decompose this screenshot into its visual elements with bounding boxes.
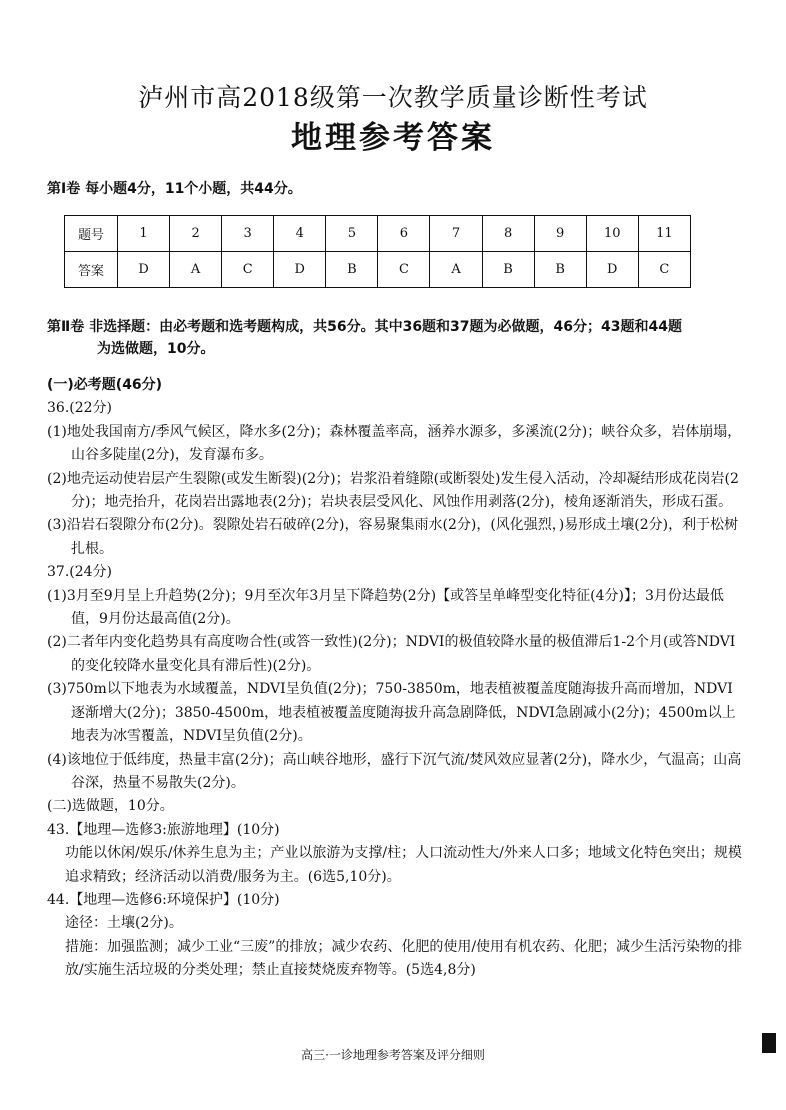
exam-title: 泸州市高2018级第一次教学质量诊断性考试 xyxy=(138,83,648,112)
answer-cell: D xyxy=(274,252,326,288)
row-label-number: 题号 xyxy=(65,216,118,252)
question-number-cell: 8 xyxy=(482,216,534,252)
table-row-answers xyxy=(65,252,691,288)
answer-cell: C xyxy=(378,252,430,288)
page-footer: 高三·一诊地理参考答案及评分细则 xyxy=(301,1048,485,1062)
answer-cell: C xyxy=(222,252,274,288)
answer-cell: B xyxy=(482,252,534,288)
answer-cell: D xyxy=(586,252,638,288)
question-number-cell: 6 xyxy=(378,216,430,252)
answer-37-3: (3)750m以下地表为水域覆盖，NDVI呈负值(2分)；750-3850m，地表植被覆盖度随海拔升高而增加，NDVI逐渐增大(2分)；3850-4500m，地表植被覆盖度随海拔升高急剧降低，NDVI急剧减小(2分)；4500m以上地表为冰雪覆盖，NDVI呈负值(2分)。 xyxy=(47,681,736,745)
answer-cell: B xyxy=(326,252,378,288)
question-number-cell: 10 xyxy=(586,216,638,252)
row-label-answer: 答案 xyxy=(65,252,118,288)
question-37-heading: 37.(24分) xyxy=(47,564,113,581)
question-number-cell: 1 xyxy=(118,216,170,252)
question-36-heading: 36.(22分) xyxy=(47,400,113,417)
question-number-cell: 9 xyxy=(534,216,586,252)
question-number-cell: 11 xyxy=(638,216,690,252)
question-number-cell: 3 xyxy=(222,216,274,252)
answer-36-2: (2)地壳运动使岩层产生裂隙(或发生断裂)(2分)；岩浆沿着缝隙(或断裂处)发生侵入活动，冷却凝结形成花岗岩(2分)；地壳抬升，花岗岩出露地表(2分)；岩块表层受风化、风蚀作用剥落(2分)，棱角逐渐消失，形成石蛋。 xyxy=(47,470,739,511)
answer-cell: B xyxy=(534,252,586,288)
optional-section-heading: (二)选做题，10分。 xyxy=(47,798,174,815)
question-44-heading: 44.【地理—选修6:环境保护】(10分) xyxy=(47,891,280,908)
answer-cell: A xyxy=(430,252,482,288)
required-section-heading: (一)必考题(46分) xyxy=(47,377,163,393)
answer-table xyxy=(64,215,691,288)
document-title: 地理参考答案 xyxy=(291,120,495,156)
answer-37-4: (4)该地位于低纬度，热量丰富(2分)；高山峡谷地形，盛行下沉气流/焚风效应显著(2分)，降水少，气温高；山高谷深，热量不易散失(2分)。 xyxy=(47,751,742,791)
answer-43: 功能以休闲/娱乐/休养生息为主；产业以旅游为支撑/柱；人口流动性大/外来人口多；地域文化特色突出；规模追求精致；经济活动以消费/服务为主。(6选5,10分)。 xyxy=(65,845,742,885)
registration-mark xyxy=(762,1033,776,1053)
part2-heading-line2: 为选做题，10分。 xyxy=(97,341,215,357)
part2-heading-line1: 第Ⅱ卷 非选择题：由必考题和选考题构成，共56分。其中36题和37题为必做题，46分；43题和44题 xyxy=(47,319,682,335)
answer-cell: D xyxy=(118,252,170,288)
answer-36-3: (3)沿岩石裂隙分布(2分)。裂隙处岩石破碎(2分)，容易聚集雨水(2分)，(风化强烈，)易形成土壤(2分)，利于松树扎根。 xyxy=(47,517,739,557)
part1-heading: 第Ⅰ卷 每小题4分，11个小题，共44分。 xyxy=(47,181,302,197)
answer-cell: C xyxy=(638,252,690,288)
question-43-heading: 43.【地理—选修3:旅游地理】(10分) xyxy=(47,821,280,838)
answer-cell: A xyxy=(170,252,222,288)
question-number-cell: 2 xyxy=(170,216,222,252)
answer-37-2: (2)二者年内变化趋势具有高度吻合性(或答一致性)(2分)；NDVI的极值较降水量的极值滞后1-2个月(或答NDVI的变化较降水量变化具有滞后性)(2分)。 xyxy=(47,634,736,674)
part2-heading xyxy=(47,316,737,360)
question-number-cell: 5 xyxy=(326,216,378,252)
question-number-cell: 7 xyxy=(430,216,482,252)
answer-37-1: (1)3月至9月呈上升趋势(2分)；9月至次年3月呈下降趋势(2分)【或答呈单峰型变化特征(4分)】；3月份达最低值，9月份达最高值(2分)。 xyxy=(47,587,724,628)
answer-44-route: 途径：土壤(2分)。 xyxy=(65,915,183,932)
question-number-cell: 4 xyxy=(274,216,326,252)
answer-36-1: (1)地处我国南方/季风气候区，降水多(2分)；森林覆盖率高，涵养水源多，多溪流(2分)；峡谷众多，岩体崩塌，山谷多陡崖(2分)，发育瀑布多。 xyxy=(47,423,742,464)
table-row-numbers xyxy=(65,216,691,252)
answer-44-measures: 措施：加强监测；减少工业“三废”的排放；减少农药、化肥的使用/使用有机农药、化肥；减少生活污染物的排放/实施生活垃圾的分类处理；禁止直接焚烧废弃物等。(5选4,8分) xyxy=(65,938,743,979)
answer-body xyxy=(47,374,743,983)
